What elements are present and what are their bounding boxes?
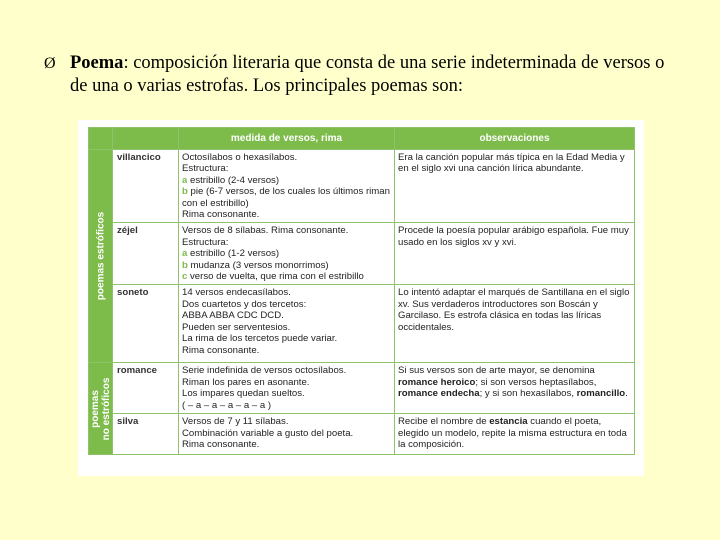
- poema-definition: : composición literaria que consta de una serie indeterminada de versos o de una o varias estrofas. Los principales poemas son:: [70, 53, 665, 96]
- structure-text: estribillo (2-4 versos): [187, 174, 280, 186]
- table-row: [89, 223, 635, 285]
- obs-text: ; si son versos heptasílabos,: [475, 376, 597, 388]
- medida-line: Pueden ser serventesios.: [182, 321, 291, 333]
- observaciones-cell: Era la canción popular más típica en la Edad Media y en el siglo xvi una canción lírica abundante.: [395, 150, 635, 223]
- poem-name: soneto: [113, 285, 179, 363]
- medida-line: La rima de los tercetos puede variar.: [182, 333, 338, 345]
- poem-name: zéjel: [113, 223, 179, 285]
- medida-line: [182, 186, 391, 209]
- obs-text: Recibe el nombre de: [398, 416, 490, 428]
- medida-cell: [179, 414, 395, 455]
- medida-line: Dos cuartetos y dos tercetos:: [182, 298, 307, 310]
- obs-text: ; y si son hexasílabos,: [479, 388, 577, 400]
- arrow-bullet-icon: Ø: [44, 55, 56, 72]
- obs-text: .: [625, 388, 628, 400]
- intro-paragraph: [46, 52, 686, 98]
- group-estroficos-label: poemas estróficos: [95, 212, 106, 301]
- header-blank-group: [89, 128, 113, 150]
- medida-line: ( – a – a – a – a – a ): [182, 399, 272, 411]
- structure-letter: b: [182, 259, 188, 271]
- medida-line: Riman los pares en asonante.: [182, 376, 310, 388]
- observaciones-cell: [395, 414, 635, 455]
- intro-text: [46, 52, 686, 98]
- header-blank-name: [113, 128, 179, 150]
- poema-term: Poema: [70, 53, 124, 73]
- medida-line: Serie indefinida de versos octosílabos.: [182, 365, 347, 377]
- obs-term: romance heroico: [398, 376, 476, 388]
- medida-line: Combinación variable a gusto del poeta.: [182, 427, 354, 439]
- header-medida: medida de versos, rima: [179, 128, 395, 150]
- medida-line: Estructura:: [182, 236, 229, 248]
- poem-table-image: [78, 120, 644, 476]
- medida-line: [182, 248, 391, 259]
- header-observaciones: observaciones: [395, 128, 635, 150]
- medida-line: Octosílabos o hexasílabos.: [182, 152, 298, 163]
- medida-line: Los impares quedan sueltos.: [182, 388, 305, 400]
- table-row: [89, 363, 635, 414]
- group-estroficos: [89, 150, 113, 363]
- poem-types-table: [88, 127, 635, 455]
- medida-line: Rima consonante.: [182, 344, 260, 356]
- medida-line: Versos de 7 y 11 sílabas.: [182, 416, 289, 428]
- structure-text: verso de vuelta, que rima con el estribillo: [187, 271, 364, 283]
- observaciones-cell: [395, 363, 635, 414]
- medida-cell: [179, 363, 395, 414]
- medida-line: [182, 260, 391, 271]
- group-no-estroficos: [89, 363, 113, 455]
- structure-text: mudanza (3 versos monorrimos): [187, 259, 329, 271]
- medida-line: Rima consonante.: [182, 209, 260, 221]
- structure-letter: a: [182, 248, 188, 260]
- obs-text: cuando el poeta, elegido un modelo, repite la misma estructura en toda la composición.: [398, 416, 627, 450]
- medida-cell: [179, 150, 395, 223]
- medida-cell: [179, 223, 395, 285]
- structure-letter: c: [182, 271, 188, 283]
- obs-term: estancia: [489, 416, 528, 428]
- medida-line: 14 versos endecasílabos.: [182, 287, 291, 299]
- table-row: [89, 285, 635, 363]
- obs-text: Si sus versos son de arte mayor, se denomina: [398, 365, 595, 377]
- obs-term: romance endecha: [398, 388, 480, 400]
- observaciones-cell: Lo intentó adaptar el marqués de Santillana en el siglo xv. Sus verdaderos introductores son Boscán y Garcilaso. Es estrofa clásica en todas las líricas occidentales.: [395, 285, 635, 363]
- table-row: [89, 150, 635, 223]
- medida-line: Estructura:: [182, 163, 229, 175]
- poem-name: silva: [113, 414, 179, 455]
- structure-letter: b: [182, 186, 188, 198]
- medida-line: [182, 175, 391, 186]
- structure-text: pie (6-7 versos, de los cuales los últimos riman con el estribillo): [182, 186, 390, 209]
- group-label-line: no estróficos: [100, 377, 112, 441]
- structure-letter: a: [182, 174, 188, 186]
- poem-name: villancico: [113, 150, 179, 223]
- observaciones-cell: Procede la poesía popular arábigo española. Fue muy usado en los siglos xv y xvi.: [395, 223, 635, 285]
- medida-line: Versos de 8 sílabas. Rima consonante.: [182, 225, 349, 237]
- table-row: [89, 414, 635, 455]
- medida-line: [182, 271, 391, 282]
- structure-text: estribillo (1-2 versos): [187, 248, 280, 260]
- poem-name: romance: [113, 363, 179, 414]
- table-header-row: [89, 128, 635, 150]
- medida-cell: [179, 285, 395, 363]
- group-label-line: poemas: [89, 389, 101, 428]
- obs-term: romancillo: [576, 388, 626, 400]
- group-no-estroficos-label: [90, 377, 112, 440]
- medida-line: ABBA ABBA CDC DCD.: [182, 310, 284, 322]
- medida-line: Rima consonante.: [182, 438, 260, 450]
